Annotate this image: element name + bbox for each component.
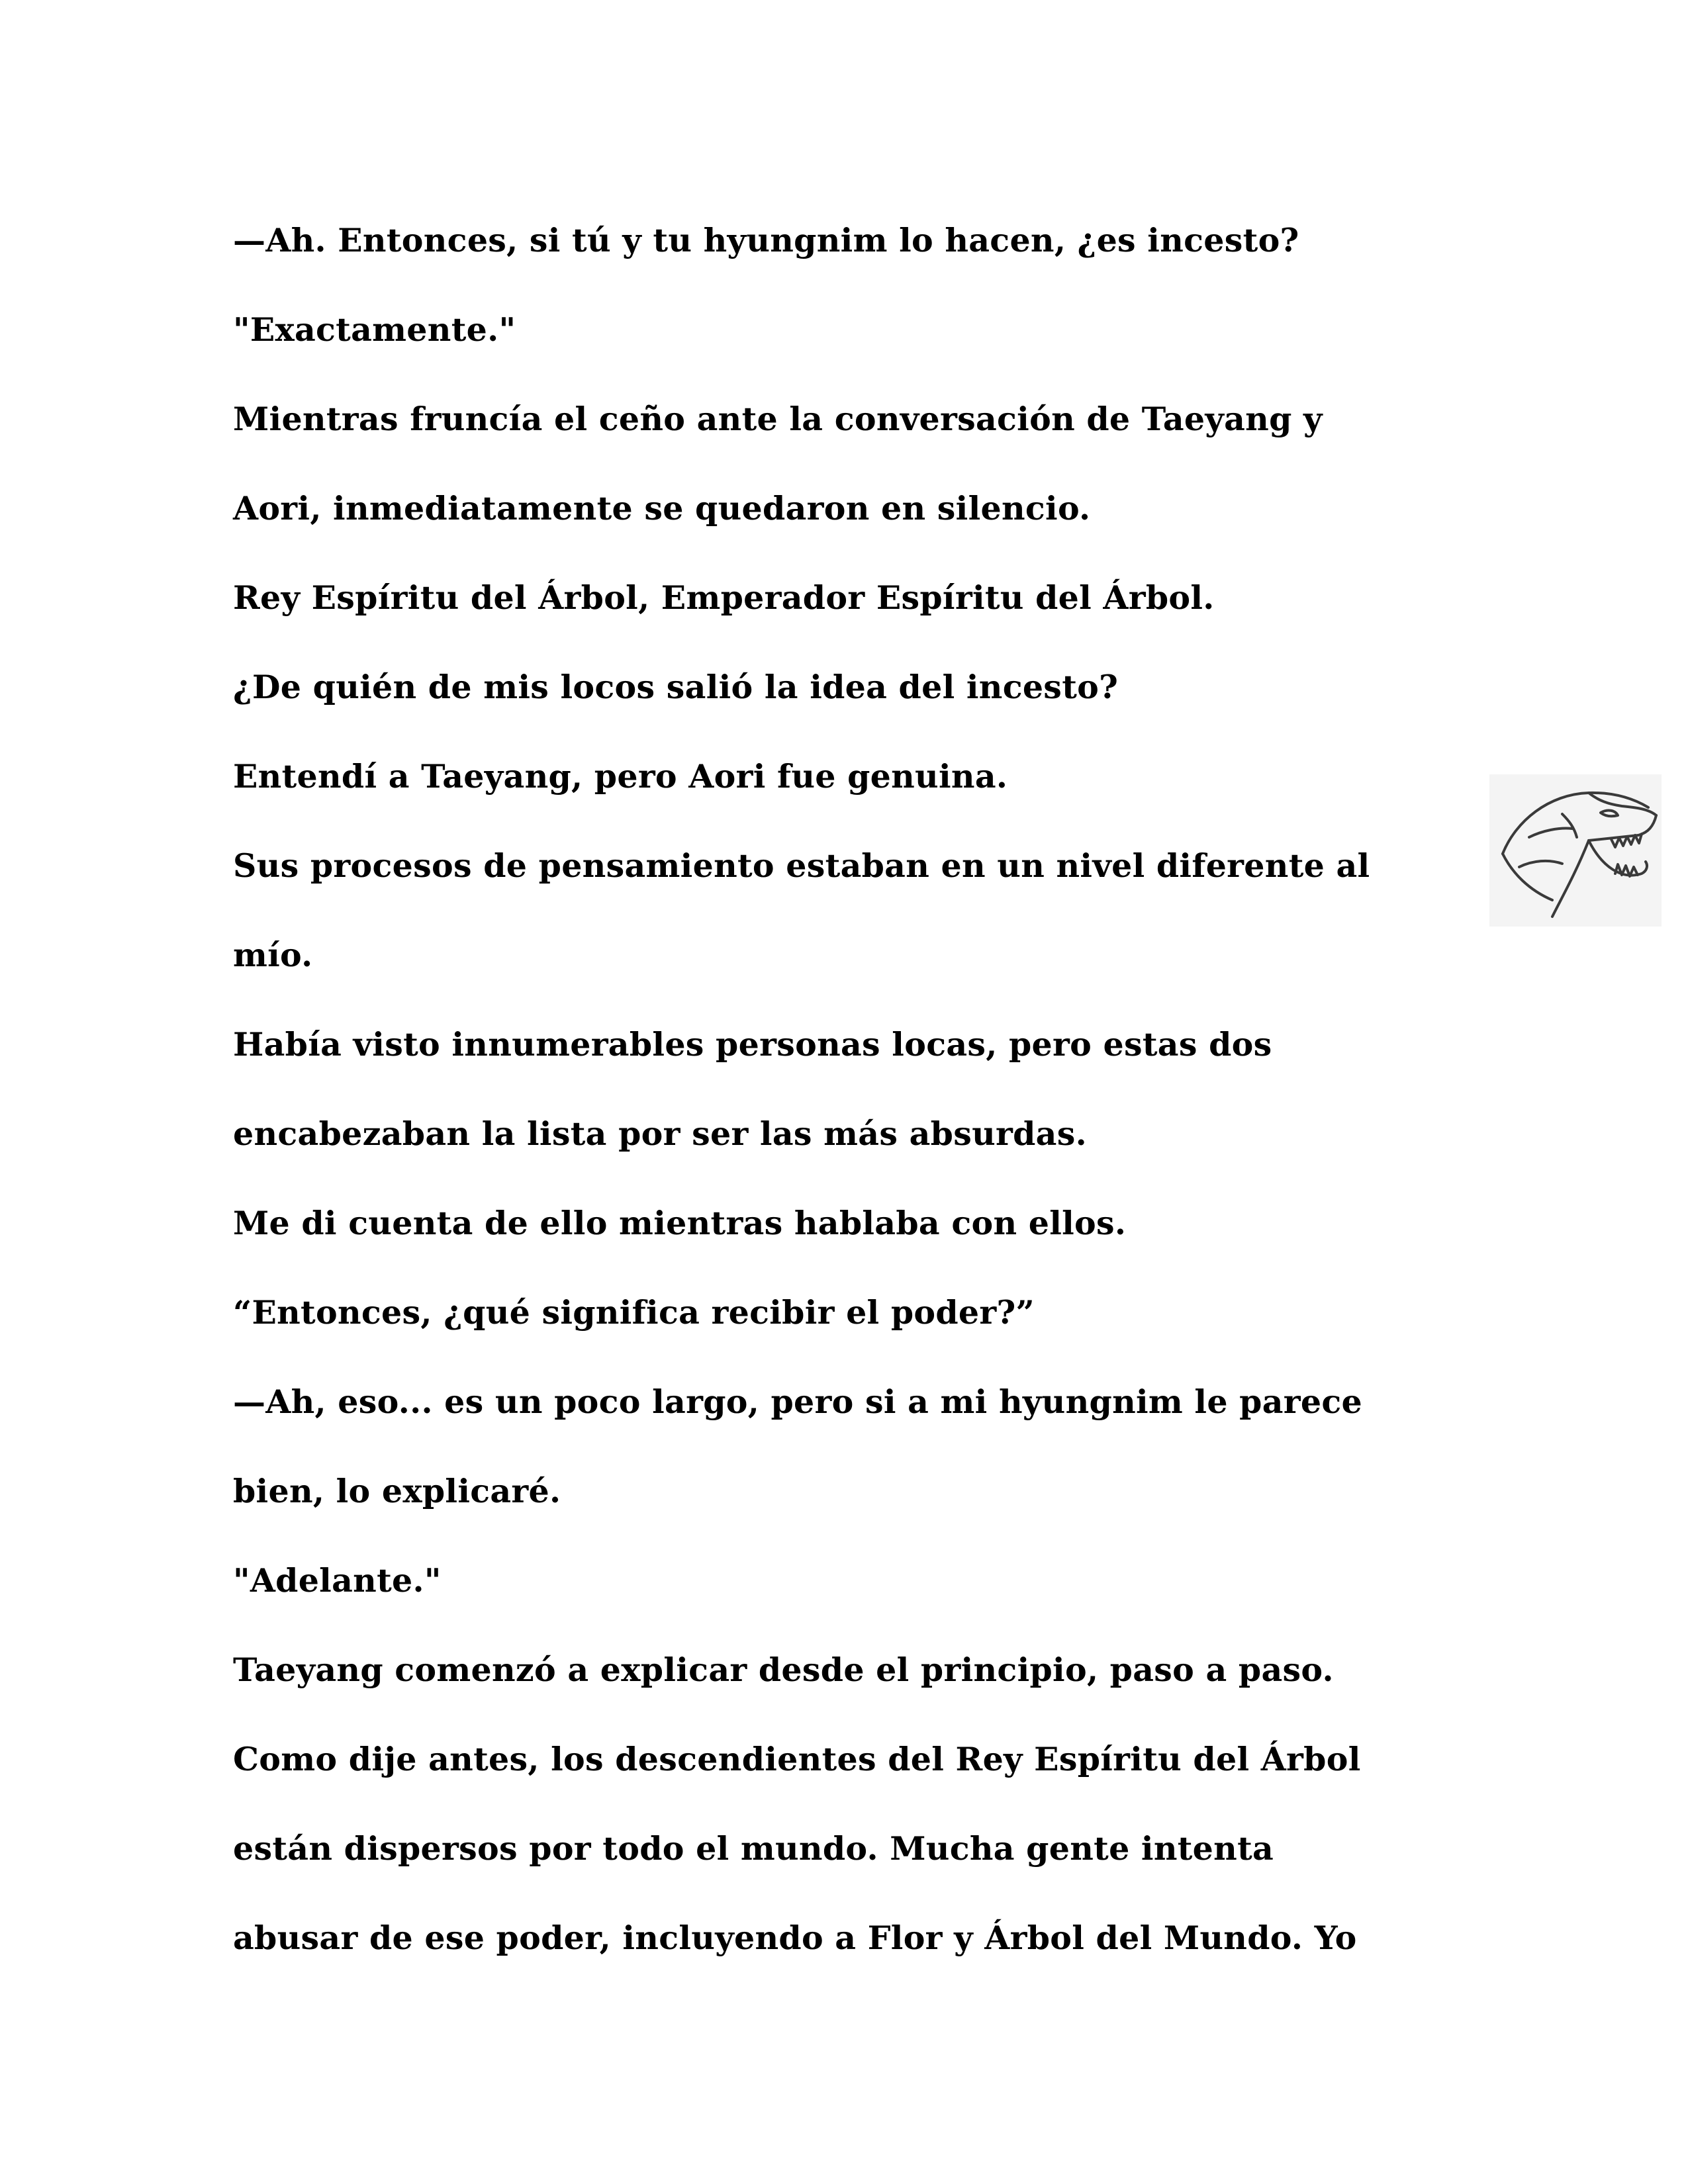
text-line: Sus procesos de pensamiento estaban en un nivel diferente al	[233, 846, 1370, 885]
text-line: Rey Espíritu del Árbol, Emperador Espíritu del Árbol.	[233, 578, 1215, 617]
text-line: Aori, inmediatamente se quedaron en silencio.	[233, 489, 1091, 527]
text-line: Entendí a Taeyang, pero Aori fue genuina.	[233, 757, 1008, 796]
text-line: —Ah. Entonces, si tú y tu hyungnim lo hacen, ¿es incesto?	[233, 221, 1299, 259]
text-line: abusar de ese poder, incluyendo a Flor y Árbol del Mundo. Yo	[233, 1919, 1357, 1957]
text-line: "Adelante."	[233, 1561, 442, 1600]
text-line: bien, lo explicaré.	[233, 1472, 561, 1510]
text-line: mío.	[233, 936, 313, 974]
text-line: Mientras fruncía el ceño ante la conversación de Taeyang y	[233, 400, 1323, 438]
text-line: "Exactamente."	[233, 310, 516, 349]
text-line: encabezaban la lista por ser las más absurdas.	[233, 1115, 1087, 1153]
text-line: —Ah, eso... es un poco largo, pero si a mi hyungnim le parece	[233, 1383, 1362, 1421]
text-line: ¿De quién de mis locos salió la idea del incesto?	[233, 668, 1119, 706]
text-line: Había visto innumerables personas locas, pero estas dos	[233, 1025, 1272, 1064]
dinosaur-head-icon	[1489, 774, 1662, 927]
text-line: Taeyang comenzó a explicar desde el principio, paso a paso.	[233, 1651, 1334, 1689]
text-line: “Entonces, ¿qué significa recibir el poder?”	[233, 1293, 1035, 1332]
text-line: Me di cuenta de ello mientras hablaba con ellos.	[233, 1204, 1127, 1242]
text-line: están dispersos por todo el mundo. Mucha gente intenta	[233, 1829, 1274, 1868]
text-line: Como dije antes, los descendientes del Rey Espíritu del Árbol	[233, 1740, 1361, 1778]
text-body	[233, 196, 1438, 1983]
